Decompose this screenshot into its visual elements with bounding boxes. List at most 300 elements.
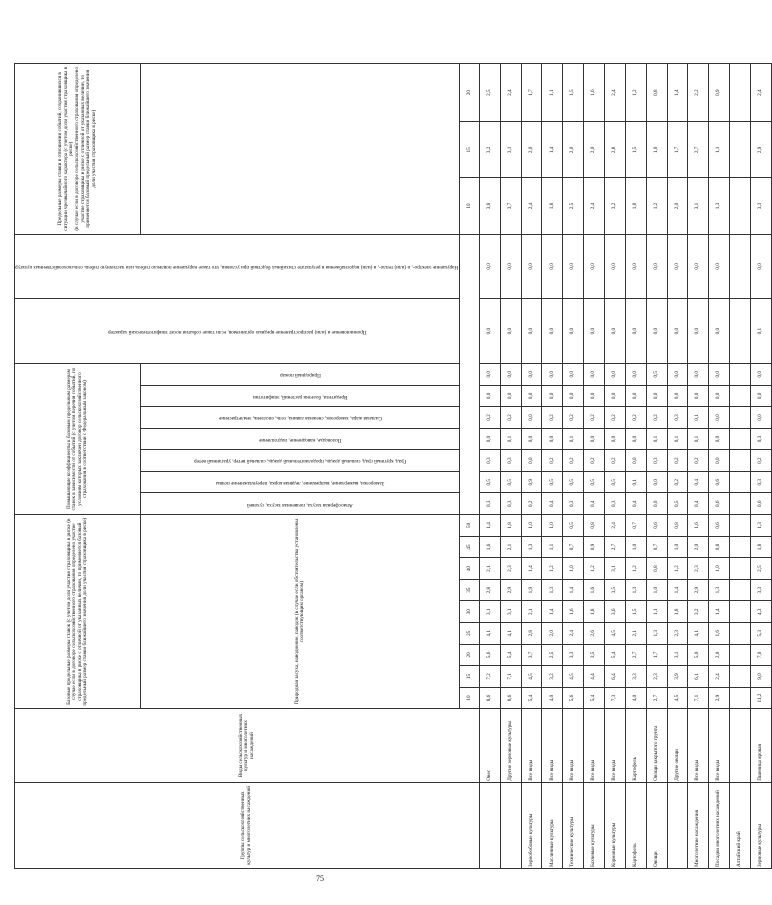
base-rate-cell: 9,0	[750, 666, 771, 688]
coef-col-2: Заморозки, вымерзание, выпревание, ледяная корка, переувлажнение почвы	[141, 471, 459, 493]
coef-cell: 0,0	[521, 428, 542, 450]
base-rate-cell: 7,3	[604, 687, 625, 709]
table-row	[646, 64, 667, 869]
base-rate-cell: 2,7	[646, 687, 667, 709]
dev-rate-cell: 0,8	[646, 64, 667, 122]
coef-cell: 0,2	[667, 471, 688, 493]
coef-cell: 0,0	[709, 450, 730, 472]
coef-cell: 0,4	[584, 493, 605, 515]
coef-cell: 0,5	[584, 471, 605, 493]
coef-cell: 0,0	[750, 385, 771, 407]
base-rate-cell: 2,3	[646, 666, 667, 688]
coef-cell: 0,4	[688, 493, 709, 515]
row-group-cell	[479, 782, 500, 868]
base-rate-cell: 5,4	[521, 687, 542, 709]
coef-col-5: Сильная жара, заморозок, снежная лавина, сель, оползень, землетрясение	[141, 407, 459, 429]
dev-rate-cell: 1,3	[709, 178, 730, 234]
coef-cell: 0,0	[709, 407, 730, 429]
coef-cell: 0,0	[646, 385, 667, 407]
coef-cell: 0,0	[542, 299, 563, 364]
coef-cell: 0,2	[646, 407, 667, 429]
coef-title: Повышающие коэффициенты к базовым предельным размерам ставок в зависимости от событий (с учетом перечня событий, по условиям которых заключен договор сельскохозяйственного страхования в соответствии с Федеральным законом)	[15, 364, 141, 515]
base-rate-cell: 2,0	[688, 536, 709, 558]
base-rate-cell: 1,3	[750, 515, 771, 537]
coef-cell: 0,0	[688, 385, 709, 407]
coef-cell: 0,0	[542, 364, 563, 386]
base-rate-cell: 1,1	[542, 536, 563, 558]
base-rate-cell: 7,0	[750, 644, 771, 666]
coef-cell: 0,2	[542, 407, 563, 429]
base-rate-cell: 1,6	[584, 579, 605, 601]
coef-cell: 0,3	[646, 450, 667, 472]
base-rate-cell: 2,8	[521, 623, 542, 645]
base-rate-cell: 2,4	[604, 515, 625, 537]
table-row	[584, 64, 605, 869]
base-rate-cell: 2,6	[584, 623, 605, 645]
coef-cell: 0,0	[521, 234, 542, 299]
base-rate-cell: 2,4	[709, 666, 730, 688]
base-rate-cell: 3,1	[667, 644, 688, 666]
dev-rate-cell: 2,7	[688, 122, 709, 178]
coef-cell: 0,2	[563, 450, 584, 472]
dev-rate-cell: 1,7	[667, 122, 688, 178]
base-rate-cell	[730, 644, 751, 666]
dev-level: 10	[459, 178, 479, 234]
dev-rate-cell: 1,1	[542, 64, 563, 122]
dev-rate-cell: 1,0	[646, 122, 667, 178]
coef-cell: 0,3	[500, 493, 521, 515]
coef-cell: 0,0	[625, 299, 646, 364]
base-rate-cell: 2,8	[479, 579, 500, 601]
base-rate-cell: 2,1	[500, 536, 521, 558]
coef-cell: 0,0	[563, 364, 584, 386]
row-type-cell: Овощи закрытого грунта	[646, 709, 667, 782]
base-rate-cell: 1,6	[563, 601, 584, 623]
coef-cell: 0,5	[646, 364, 667, 386]
dev-rate-cell: 2,5	[563, 178, 584, 234]
coef-cell: 0,2	[584, 407, 605, 429]
row-group-cell: Овощи	[646, 782, 667, 868]
dev-rate-cell: 3,1	[688, 178, 709, 234]
base-rate-cell: 7,1	[500, 666, 521, 688]
base-rate-cell: 1,7	[646, 644, 667, 666]
dev-rate-cell: 1,8	[542, 178, 563, 234]
coef-cell	[730, 407, 751, 429]
share-level: 50	[459, 515, 479, 537]
coef-cell: 0,6	[709, 493, 730, 515]
insurance-rate-table	[14, 63, 772, 869]
dev-rate-cell: 1,1	[709, 122, 730, 178]
coef-cell: 0,0	[542, 428, 563, 450]
coef-cell: 0,2	[604, 407, 625, 429]
coef-cell: 0,4	[625, 493, 646, 515]
coef-cell	[730, 385, 751, 407]
base-rate-cell: 5,4	[500, 644, 521, 666]
coef-cell: 0,0	[750, 407, 771, 429]
table-row	[709, 64, 730, 869]
coef-cell: 0,4	[542, 493, 563, 515]
coef-cell: 0,0	[604, 364, 625, 386]
base-rate-cell: 2,3	[688, 558, 709, 580]
coef-cell: 0,3	[750, 471, 771, 493]
base-rate-cell: 1,3	[521, 536, 542, 558]
base-rate-cell: 1,2	[584, 558, 605, 580]
base-rate-cell: 1,4	[709, 601, 730, 623]
coef-cell: 0,2	[667, 450, 688, 472]
coef-cell: 0,0	[709, 234, 730, 299]
base-rate-cell: 1,8	[750, 536, 771, 558]
row-type-cell: Пшеница яровая	[750, 709, 771, 782]
coef-cell: 0,0	[625, 234, 646, 299]
base-rate-cell: 2,7	[604, 536, 625, 558]
coef-cell: 0,0	[521, 407, 542, 429]
coef-cell	[730, 428, 751, 450]
coef-cell: 0,0	[584, 428, 605, 450]
dev-rate-cell: 1,5	[625, 122, 646, 178]
coef-col-3: Град, крупный град, сильный дождь, продолжительный дождь, сильный ветер, ураганный ветер	[141, 450, 459, 472]
base-rate-cell: 5,4	[604, 644, 625, 666]
base-rate-cell: 0,6	[646, 515, 667, 537]
coef-cell: 0,2	[625, 407, 646, 429]
dev-level: 15	[459, 122, 479, 178]
coef-cell: 0,2	[750, 450, 771, 472]
coef-cell: 0,0	[709, 385, 730, 407]
row-type-cell: Все виды	[604, 709, 625, 782]
row-group-cell: Картофель	[625, 782, 646, 868]
base-rate-cell: 3,3	[563, 644, 584, 666]
base-rate-cell: 1,4	[542, 601, 563, 623]
row-type-cell: Картофель	[625, 709, 646, 782]
base-rate-cell: 1,2	[625, 558, 646, 580]
row-type-cell: Все виды	[688, 709, 709, 782]
dev-title-main: Предельные размеры ставки в отношении событий, сохранившихся в ситуации чрезвычайного характера (с учетом доли участия страховщика в риске)	[57, 66, 75, 231]
coef-cell: 0,0	[584, 364, 605, 386]
type-col-header: Виды сельскохозяйственных культур и многолетних насаждений	[15, 709, 480, 782]
coef-cell: 0,0	[563, 385, 584, 407]
share-level: 20	[459, 644, 479, 666]
dev-rate-cell: 2,4	[584, 178, 605, 234]
base-rate-cell	[730, 623, 751, 645]
coef-cell	[730, 234, 751, 299]
base-rate-cell: 0,5	[563, 515, 584, 537]
coef-cell: 0,0	[604, 234, 625, 299]
dev-rate-cell: 1,7	[521, 64, 542, 122]
base-rate-cell: 3,1	[500, 601, 521, 623]
coef-cell: 0,5	[667, 493, 688, 515]
dev-rate-cell	[730, 122, 751, 178]
coef-cell: 0,0	[563, 299, 584, 364]
table-row	[604, 64, 625, 869]
coef-cell	[730, 450, 751, 472]
coef-cell: 0,1	[625, 471, 646, 493]
base-rate-cell: 2,1	[625, 623, 646, 645]
coef-cell: 0,2	[500, 407, 521, 429]
dev-rate-cell	[730, 178, 751, 234]
base-rate-cell: 2,0	[542, 623, 563, 645]
base-rate-cell	[730, 536, 751, 558]
coef-cell: 0,0	[542, 234, 563, 299]
coef-special-header: Проникновение и (или) распространение вредных организмов, если такие события носят эпифитотический характер	[15, 299, 460, 364]
base-rate-cell: 7,1	[688, 687, 709, 709]
coef-cell: 0,1	[646, 428, 667, 450]
row-type-cell: Другие овощи	[667, 709, 688, 782]
coef-cell: 0,0	[584, 234, 605, 299]
base-rate-cell: 11,2	[750, 687, 771, 709]
row-group-cell: Бахчевые культуры	[584, 782, 605, 868]
row-group-cell: Многолетние насаждения	[688, 782, 709, 868]
table-row	[730, 64, 751, 869]
dev-rate-cell: 2,4	[500, 64, 521, 122]
coef-cell: 0,5	[563, 471, 584, 493]
dev-rate-cell: 3,8	[479, 178, 500, 234]
base-rate-cell: 2,9	[709, 687, 730, 709]
base-rate-cell: 1,5	[625, 601, 646, 623]
dev-rate-cell: 1,4	[667, 64, 688, 122]
base-rate-cell: 8,6	[500, 687, 521, 709]
dev-rate-cell: 3,3	[750, 178, 771, 234]
table-row	[521, 64, 542, 869]
base-rate-cell: 4,0	[542, 687, 563, 709]
base-rate-cell: 4,4	[584, 666, 605, 688]
dev-rate-cell: 0,9	[709, 64, 730, 122]
dev-rate-cell: 2,4	[750, 64, 771, 122]
coef-cell: 0,3	[604, 493, 625, 515]
base-rate-cell: 4,0	[625, 687, 646, 709]
base-rate-cell: 1,2	[542, 558, 563, 580]
coef-cell: 0,1	[563, 428, 584, 450]
group-col-header: Группы сельскохозяйственных культур и многолетних насаждений	[15, 782, 480, 868]
row-group-cell: Зернобобовые культуры	[521, 782, 542, 868]
base-rate-cell: 1,6	[479, 536, 500, 558]
base-rate-cell: 2,4	[563, 623, 584, 645]
base-rate-cell: 4,5	[563, 666, 584, 688]
coef-cell: 0,0	[584, 385, 605, 407]
coef-cell: 0,0	[479, 299, 500, 364]
coef-cell: 0,0	[479, 385, 500, 407]
base-rate-cell: 1,0	[542, 515, 563, 537]
rotated-content	[14, 63, 764, 869]
dev-title-note: (в случае если в договоре сельскохозяйственного страхования определено участие страховщика в риске с отличной от указанных величин, то применяется базовый предельный размер ставки ближайшего значения доли участия страховщика в риске)	[73, 66, 97, 231]
dev-rate-cell: 1,2	[625, 64, 646, 122]
row-type-cell	[730, 709, 751, 782]
base-rate-cell: 1,4	[667, 579, 688, 601]
row-type-cell: Все виды	[521, 709, 542, 782]
coef-cell: 0,0	[542, 385, 563, 407]
coef-col-7: Природный пожар	[141, 364, 459, 386]
coef-cell: 0,5	[542, 471, 563, 493]
coef-cell: 0,0	[709, 299, 730, 364]
dev-rate-cell: 2,0	[521, 122, 542, 178]
base-rate-cell: 3,2	[542, 666, 563, 688]
base-rate-cell: 3,1	[479, 601, 500, 623]
base-rates-subheader: Природная засуха, наводнение, паводок (в случае если обстоятельства установлены соответствующим органом)	[141, 515, 459, 709]
coef-cell: 0,6	[709, 471, 730, 493]
row-group-cell	[667, 782, 688, 868]
base-rate-cell: 3,3	[625, 666, 646, 688]
coef-number-row	[459, 234, 479, 515]
coef-cell: 0,0	[521, 450, 542, 472]
base-rate-cell: 0,9	[584, 536, 605, 558]
share-level: 40	[459, 558, 479, 580]
coef-cell: 0,2	[479, 407, 500, 429]
coef-cell: 0,0	[521, 364, 542, 386]
dev-rate-cell: 2,5	[479, 64, 500, 122]
coef-cell: 0,0	[646, 234, 667, 299]
coef-cell: 0,5	[500, 471, 521, 493]
base-rate-cell: 0,7	[625, 515, 646, 537]
coef-cell: 0,0	[500, 234, 521, 299]
coef-cell: 0,0	[667, 234, 688, 299]
share-level: 35	[459, 579, 479, 601]
share-level: 30	[459, 601, 479, 623]
coef-cell: 0,0	[667, 385, 688, 407]
dev-rate-cell: 2,0	[667, 178, 688, 234]
coef-cell: 0,0	[521, 385, 542, 407]
base-rate-cell: 3,3	[750, 579, 771, 601]
coef-cell: 0,0	[688, 234, 709, 299]
base-rate-cell: 3,2	[688, 601, 709, 623]
coef-cell	[730, 493, 751, 515]
coef-cell: 0,6	[750, 493, 771, 515]
base-rate-cell	[730, 515, 751, 537]
base-rate-cell: 1,8	[584, 601, 605, 623]
table-row	[542, 64, 563, 869]
dev-rate-cell: 1,4	[542, 122, 563, 178]
coef-cell: 0,0	[604, 385, 625, 407]
base-rate-cell: 1,0	[646, 579, 667, 601]
row-group-cell: Технические культуры	[563, 782, 584, 868]
coef-last-header: Нарушение электро-, и (или) тепло-, и (или) водоснабжения в результате стихийных бедствий при условии, что такое нарушение повлекло гибель или частичную гибель сельскохозяйственных культур	[15, 234, 460, 299]
dev-rate-cell: 1,8	[625, 178, 646, 234]
row-type-cell: Все виды	[709, 709, 730, 782]
row-type-cell: Другие зерновые культуры	[500, 709, 521, 782]
table-body	[479, 64, 771, 869]
coef-cell: 0,0	[688, 364, 709, 386]
row-type-cell: Все виды	[584, 709, 605, 782]
share-level: 10	[459, 687, 479, 709]
coef-cell: 0,0	[604, 299, 625, 364]
base-rate-cell: 2,9	[688, 579, 709, 601]
share-level: 25	[459, 623, 479, 645]
coef-cell: 0,0	[625, 428, 646, 450]
coef-cell: 0,9	[521, 471, 542, 493]
base-rate-cell: 3,5	[584, 644, 605, 666]
base-rate-cell: 4,5	[667, 687, 688, 709]
coef-cell: 0,3	[479, 493, 500, 515]
base-rate-cell: 3,9	[667, 666, 688, 688]
base-rate-cell: 1,4	[521, 558, 542, 580]
dev-spacer	[141, 64, 459, 235]
coef-cell: 0,3	[563, 493, 584, 515]
coef-cell: 0,1	[750, 299, 771, 364]
base-rate-cell: 1,8	[500, 515, 521, 537]
base-rate-cell: 1,2	[667, 558, 688, 580]
dev-rate-cell: 2,0	[584, 122, 605, 178]
table-row	[688, 64, 709, 869]
coef-cell: 0,0	[625, 385, 646, 407]
base-rate-cell: 5,6	[479, 644, 500, 666]
row-group-cell	[500, 782, 521, 868]
base-rate-cell: 1,9	[521, 579, 542, 601]
base-rate-cell: 1,0	[667, 536, 688, 558]
coef-cell: 0,0	[646, 299, 667, 364]
coef-cell: 0,5	[604, 471, 625, 493]
coef-cell: 0,3	[750, 428, 771, 450]
base-rate-cell: 0,7	[563, 536, 584, 558]
base-rate-cell: 0,8	[709, 536, 730, 558]
base-rate-cell	[730, 666, 751, 688]
base-rates-title: Базовые предельные размеры ставок (с учетом доли участия страховщика в риске (в случае если в договоре сельскохозяйственного страхования определено участие страховщика в риске с отличной от указанных величин, то применяется базовый предельный размер ставки ближайшего значения доли участия страховщика в риске)	[15, 515, 141, 709]
base-rate-cell: 0,8	[646, 558, 667, 580]
coef-cell: 0,0	[521, 299, 542, 364]
coef-cell: 0,0	[709, 364, 730, 386]
base-rate-cell: 3,5	[604, 579, 625, 601]
row-group-cell: Зерновые культуры	[750, 782, 771, 868]
coef-cell: 0,0	[667, 299, 688, 364]
base-rate-cell: 2,1	[479, 558, 500, 580]
share-level: 15	[459, 666, 479, 688]
coef-cell: 0,1	[688, 428, 709, 450]
base-rate-cell: 1,3	[625, 579, 646, 601]
dev-rate-cell: 3,1	[500, 122, 521, 178]
dev-rate-cell	[730, 64, 751, 122]
base-rate-cell: 4,1	[479, 623, 500, 645]
coef-col-4: Половодье, наводнение, подтопление	[141, 428, 459, 450]
base-rate-cell: 5,6	[563, 687, 584, 709]
coef-cell	[730, 471, 751, 493]
table-row	[563, 64, 584, 869]
page-number: 75	[316, 874, 324, 883]
base-rate-cell: 1,0	[521, 515, 542, 537]
base-rate-cell: 0,6	[709, 515, 730, 537]
dev-rate-cell: 3,2	[604, 178, 625, 234]
coef-cell: 0,2	[521, 493, 542, 515]
coef-cell: 0,0	[750, 364, 771, 386]
base-rate-cell: 6,1	[688, 666, 709, 688]
coef-cell: 0,0	[646, 471, 667, 493]
coef-cell: 0,0	[625, 450, 646, 472]
coef-cell: 0,0	[479, 364, 500, 386]
dev-rate-cell: 2,4	[604, 64, 625, 122]
coef-cell: 0,1	[667, 428, 688, 450]
base-rate-cell: 0,8	[667, 515, 688, 537]
coef-cell: 0,0	[750, 234, 771, 299]
base-rate-cell: 2,9	[500, 579, 521, 601]
coef-cell: 0,5	[479, 471, 500, 493]
coef-cell: 0,3	[479, 450, 500, 472]
share-level: 45	[459, 536, 479, 558]
dev-title	[15, 64, 141, 235]
coef-col-6: Вредители, болезни растений, эпифитотии	[141, 385, 459, 407]
base-rate-cell: 2,3	[500, 558, 521, 580]
base-rate-cell: 1,0	[563, 558, 584, 580]
coef-cell: 0,1	[688, 407, 709, 429]
coef-cell: 0,0	[500, 299, 521, 364]
dev-rate-cell: 2,4	[521, 178, 542, 234]
table-row	[500, 64, 521, 869]
dev-rate-cell: 1,5	[563, 64, 584, 122]
base-rate-cell: 2,5	[750, 558, 771, 580]
base-rate-cell	[730, 579, 751, 601]
base-rate-cell: 4,3	[750, 601, 771, 623]
base-rate-cell: 3,1	[604, 558, 625, 580]
row-group-cell: Кормовые культуры	[604, 782, 625, 868]
base-rate-cell: 1,6	[709, 623, 730, 645]
dev-rate-cell: 1,6	[584, 64, 605, 122]
dev-rate-cell: 3,2	[479, 122, 500, 178]
base-rate-cell: 2,0	[709, 644, 730, 666]
base-rate-cell: 2,3	[667, 623, 688, 645]
